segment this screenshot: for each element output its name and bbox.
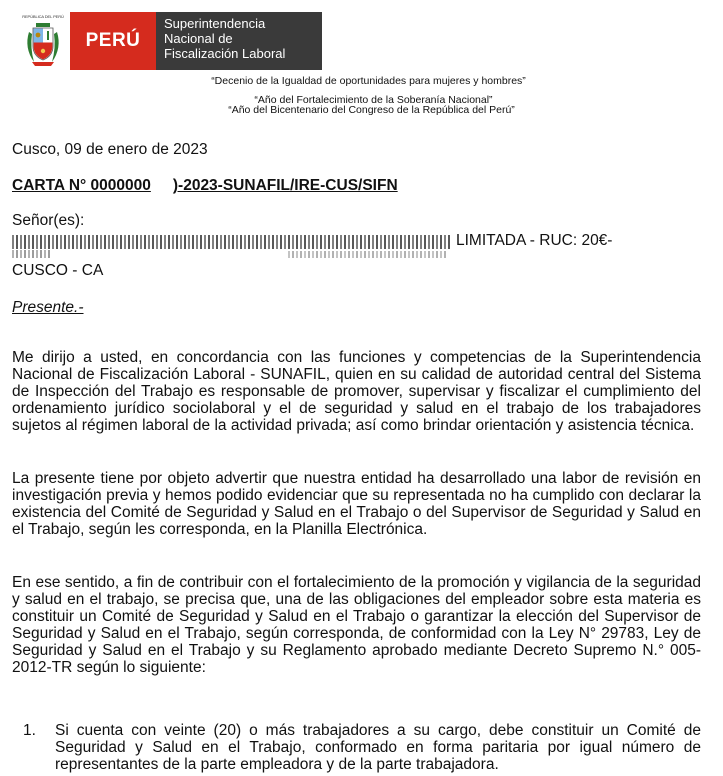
paragraph-2: La presente tiene por objeto advertir que nuestra entidad ha desarrollado una labor de revisión en investigación previa y hemos podido evidenciar que su representada no ha cumplido con declarar la existencia del Comité de Seguridad y Salud en el Trabajo o del Supervisor de Seguridad y Salud en el Trabajo, según les corresponda, en la Planilla Electrónica. bbox=[12, 470, 701, 538]
presente-line: Presente.- bbox=[12, 299, 84, 316]
redacted-address-2 bbox=[288, 251, 448, 258]
recipient-city: CUSCO - CA bbox=[12, 262, 104, 279]
carta-number-suffix: )-2023-SUNAFIL/IRE-CUS/SIFN bbox=[172, 177, 398, 194]
entity-line-3: Fiscalización Laboral bbox=[164, 46, 286, 61]
decenio-line: “Decenio de la Igualdad de oportunidades para mujeres y hombres” bbox=[211, 75, 526, 87]
redacted-address bbox=[12, 250, 52, 258]
date-line: Cusco, 09 de enero de 2023 bbox=[12, 141, 208, 158]
crest-caption: REPÚBLICA DEL PERÚ bbox=[22, 14, 64, 19]
letterhead bbox=[20, 12, 322, 70]
entity-line-2: Nacional de bbox=[164, 31, 233, 46]
peru-logo-block: PERÚ bbox=[70, 12, 156, 70]
year-name-line-1: “Año del Fortalecimiento de la Soberanía Nacional” bbox=[254, 94, 493, 106]
carta-number-prefix: CARTA N° 0000000 bbox=[12, 177, 151, 194]
carta-number bbox=[12, 177, 701, 194]
recipient-company-suffix: LIMITADA - RUC: 20€- bbox=[456, 232, 613, 249]
paragraph-3: En ese sentido, a fin de contribuir con el fortalecimiento de la promoción y vigilancia de la seguridad y salud en el trabajo, se precisa que, una de las obligaciones del empleador sobre esta materia es constituir un Comité de Seguridad y Salud en el Trabajo o garantizar la elección del Supervisor de Seguridad y Salud en el Trabajo, según corresponda, de conformidad con la Ley N° 29783, Ley de Seguridad y Salud en el Trabajo y su Reglamento aprobado mediante Decreto Supremo N.° 005-2012-TR según lo siguiente: bbox=[12, 574, 701, 676]
redacted-company-name bbox=[12, 235, 450, 249]
peru-coat-of-arms-icon bbox=[20, 12, 66, 70]
year-name-line-2: “Año del Bicentenario del Congreso de la República del Perú” bbox=[228, 104, 515, 116]
entity-line-1: Superintendencia bbox=[164, 16, 266, 31]
entity-name-block bbox=[156, 12, 322, 70]
list-item-text: Si cuenta con veinte (20) o más trabajadores a su cargo, debe constituir un Comité de Seguridad y Salud en el Trabajo, conformado en forma paritaria por igual número de representantes de la parte empleadora y de la parte trabajadora. bbox=[55, 722, 701, 773]
list-item-number: 1. bbox=[23, 722, 36, 739]
recipient-salutation: Señor(es): bbox=[12, 212, 85, 229]
paragraph-1: Me dirijo a usted, en concordancia con las funciones y competencias de la Superintendencia Nacional de Fiscalización Laboral - SUNAFIL, quien en su calidad de autoridad central del Sistema de Inspección del Trabajo es responsable de promover, supervisar y fiscalizar el cumplimiento del ordenamiento jurídico sociolaboral y el de seguridad y salud en el trabajo de los trabajadores sujetos al régimen laboral de la actividad privada; así como brindar orientación y asistencia técnica. bbox=[12, 349, 701, 434]
